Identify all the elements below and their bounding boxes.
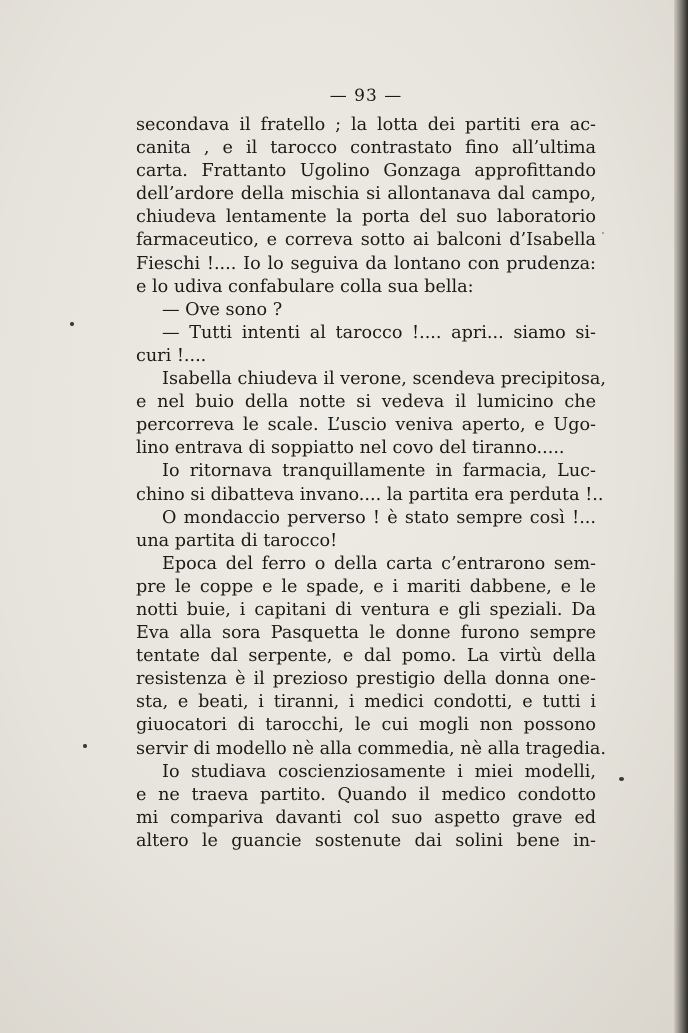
text-line: — Ove sono ? xyxy=(162,299,283,320)
text-line: lino entrava di soppiatto nel covo del tiranno..... xyxy=(136,438,565,459)
paper-speck xyxy=(83,744,87,748)
text-line: dell’ardore della mischia si allontanava dal campo, xyxy=(136,184,596,205)
text-line: altero le guancie sostenute dai solini bene in- xyxy=(136,830,596,851)
text-line: Io studiava coscienziosamente i miei modelli, xyxy=(162,761,596,782)
text-line: giuocatori di tarocchi, le cui mogli non possono xyxy=(136,715,596,736)
page-edge-shadow xyxy=(674,0,688,1033)
text-line: secondava il fratello ; la lotta dei partiti era ac- xyxy=(136,115,596,135)
text-line: chino si dibatteva invano.... la partita era perduta !.. xyxy=(136,484,604,505)
text-line: sta, e beati, i tiranni, i medici condotti, e tutti i xyxy=(136,692,596,713)
body-text xyxy=(136,114,607,853)
paper-speck xyxy=(619,777,624,781)
text-line: Epoca del ferro o della carta c’entrarono sem- xyxy=(162,553,596,574)
text-line: pre le coppe e le spade, e i mariti dabbene, e le xyxy=(136,576,596,597)
text-line: Io ritornava tranquillamente in farmacia, Luc- xyxy=(162,461,596,482)
text-line: tentate dal serpente, e dal pomo. La virtù della xyxy=(136,646,596,667)
text-line: e nel buio della notte si vedeva il lumicino che xyxy=(136,392,596,413)
text-line: servir di modello nè alla commedia, nè alla tragedia. xyxy=(136,738,607,759)
text-line: — Tutti intenti al tarocco !.... apri... siamo si- xyxy=(162,322,596,343)
text-line: resistenza è il prezioso prestigio della donna one- xyxy=(136,669,596,690)
text-line: notti buie, i capitani di ventura e gli speziali. Da xyxy=(136,599,596,620)
text-line: percorreva le scale. L’uscio veniva aperto, e Ugo- xyxy=(136,415,596,436)
text-line: O mondaccio perverso ! è stato sempre così !... xyxy=(162,507,596,528)
text-line: chiudeva lentamente la porta del suo laboratorio xyxy=(136,207,596,228)
text-line: carta. Frattanto Ugolino Gonzaga approfittando xyxy=(136,161,596,182)
text-line: mi compariva davanti col suo aspetto grave ed xyxy=(136,807,596,828)
paper-speck xyxy=(602,232,604,234)
text-line: Isabella chiudeva il verone, scendeva precipitosa, xyxy=(162,369,606,390)
text-line: curi !.... xyxy=(136,345,207,366)
page-number: — 93 — xyxy=(329,86,403,106)
text-line: farmaceutico, e correva sotto ai balconi d’Isabella xyxy=(136,230,596,251)
text-line: e ne traeva partito. Quando il medico condotto xyxy=(136,784,596,805)
text-line: e lo udiva confabulare colla sua bella: xyxy=(136,276,474,297)
text-line: canita , e il tarocco contrastato fino all’ultima xyxy=(136,138,596,159)
text-line: Eva alla sora Pasquetta le donne furono sempre xyxy=(136,623,596,644)
paper-speck xyxy=(70,322,74,326)
text-line: una partita di tarocco! xyxy=(136,530,338,551)
text-line: Fieschi !.... Io lo seguiva da lontano con prudenza: xyxy=(136,253,596,274)
